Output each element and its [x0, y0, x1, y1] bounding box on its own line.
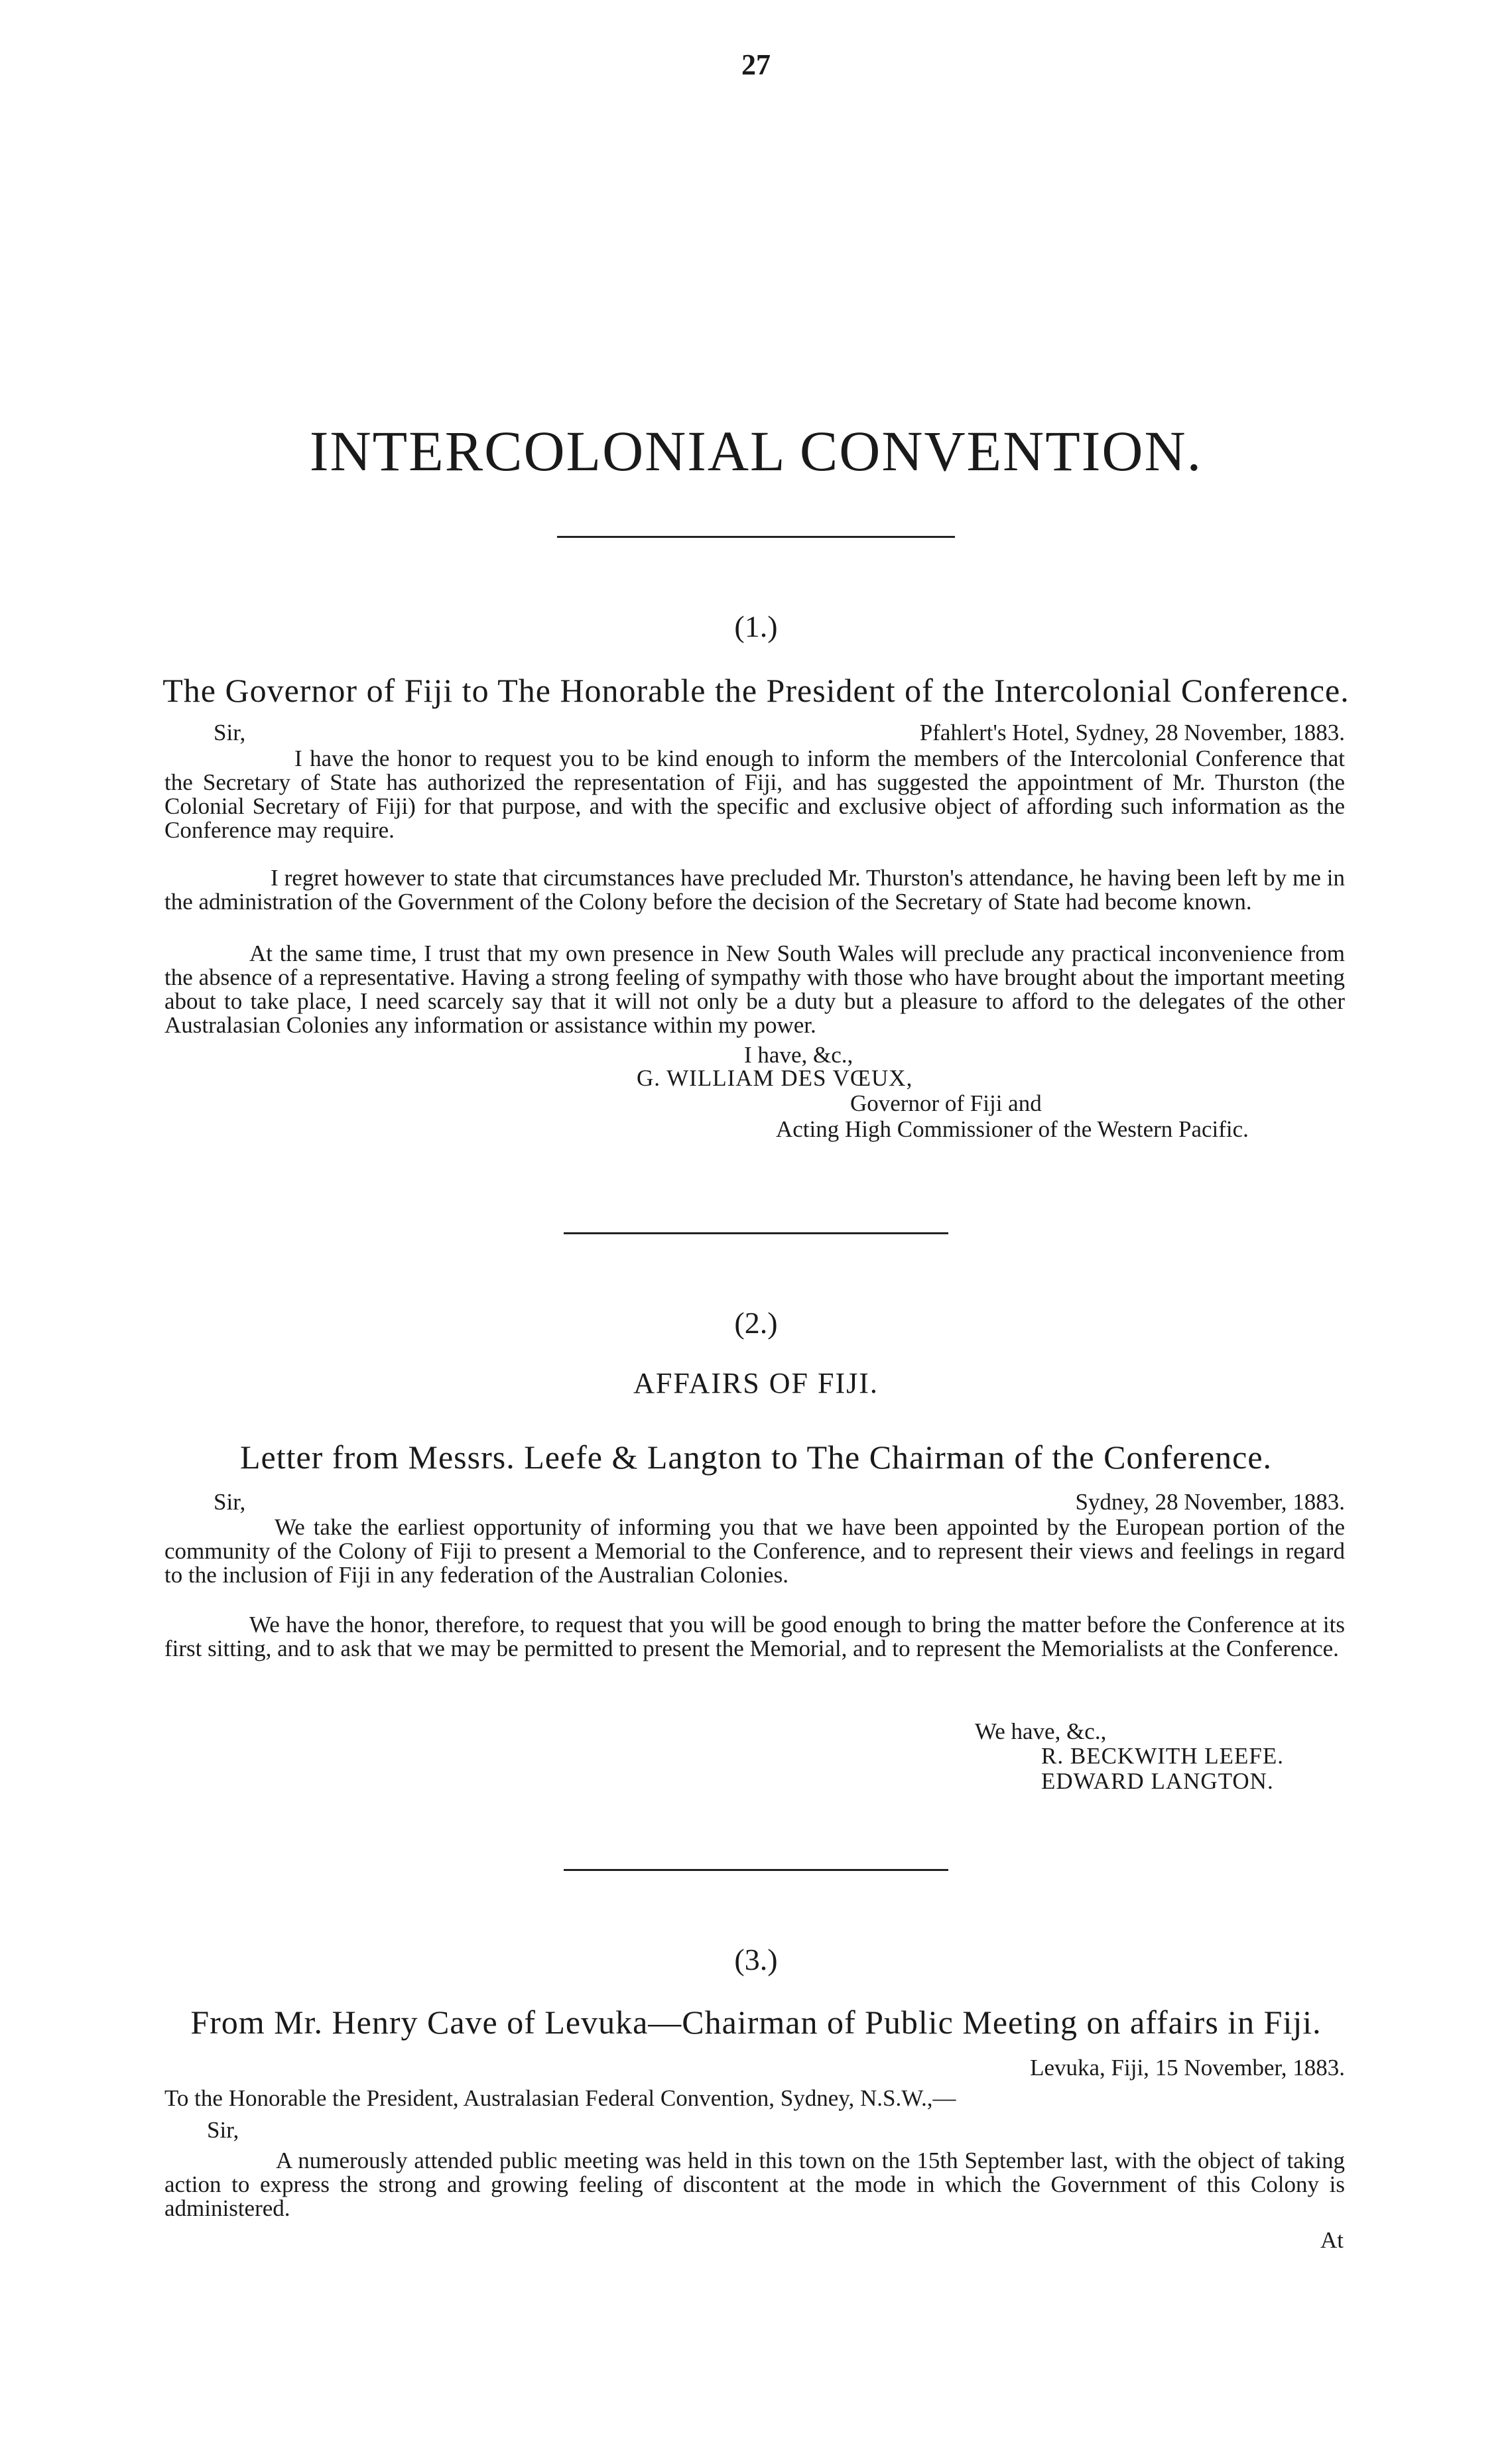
section-heading: Letter from Messrs. Leefe & Langton to The Chairman of the Conference.	[239, 1439, 1273, 1476]
section-heading: From Mr. Henry Cave of Levuka—Chairman of Public Meeting on affairs in Fiji.	[190, 2004, 1322, 2041]
section-number: (1.)	[734, 610, 778, 643]
paragraph: I regret however to state that circumstances have precluded Mr. Thurston's attendance, he having been left by me in the administration of the Government of the Colony before the decision of the Secretary of State had become known.	[164, 865, 1345, 915]
section-subheading: AFFAIRS OF FIJI.	[633, 1367, 879, 1399]
rule-divider	[557, 536, 955, 538]
dateline: Levuka, Fiji, 15 November, 1883.	[1030, 2055, 1345, 2081]
paragraph: We take the earliest opportunity of informing you that we have been appointed by the European portion of the community of the Colony of Fiji to present a Memorial to the Conference, and to represent their views and feelings in regard to the inclusion of Fiji in any federation of the Australian Colonies.	[164, 1514, 1345, 1588]
section-number: (3.)	[734, 1943, 778, 1976]
dateline: Pfahlert's Hotel, Sydney, 28 November, 1883.	[919, 720, 1345, 745]
section-number: (2.)	[734, 1306, 778, 1340]
salutation: Sir,	[214, 720, 246, 745]
signatory: R. BECKWITH LEEFE.	[1041, 1743, 1285, 1769]
closing: I have, &c.,	[744, 1042, 853, 1068]
section-heading: The Governor of Fiji to The Honorable the President of the Intercolonial Conference.	[162, 672, 1350, 709]
paragraph: A numerously attended public meeting was held in this town on the 15th September last, with the object of taking action to express the strong and growing feeling of discontent at the mode in which the Government of this Colony is administered.	[164, 2148, 1345, 2221]
address-line: To the Honorable the President, Australasian Federal Convention, Sydney, N.S.W.,—	[164, 2085, 956, 2111]
salutation: Sir,	[214, 1489, 246, 1515]
signatory: G. WILLIAM DES VŒUX,	[637, 1065, 913, 1091]
page-number: 27	[741, 48, 771, 81]
dateline: Sydney, 28 November, 1883.	[1075, 1489, 1345, 1515]
page-title: INTERCOLONIAL CONVENTION.	[309, 419, 1203, 483]
paragraph: I have the honor to request you to be kind enough to inform the members of the Intercolonial Conference that the Secretary of State has authorized the representation of Fiji, and has suggested the appointment of Mr. Thurston (the Colonial Secretary of Fiji) for that purpose, and with the specific and exclusive object of affording such information as the Conference may require.	[164, 745, 1345, 843]
salutation: Sir,	[207, 2117, 239, 2143]
signatory-title: Governor of Fiji and	[850, 1090, 1042, 1116]
rule-divider	[564, 1232, 948, 1234]
paragraph: At the same time, I trust that my own presence in New South Wales will preclude any practical inconvenience from the absence of a representative. Having a strong feeling of sympathy with those who have brought about the important meeting about to take place, I need scarcely say that it will not only be a duty but a pleasure to afford to the delegates of the other Australasian Colonies any information or assistance within my power.	[164, 940, 1345, 1038]
signatory-title: Acting High Commissioner of the Western Pacific.	[776, 1116, 1249, 1142]
closing: We have, &c.,	[975, 1718, 1107, 1744]
catchword: At	[1320, 2227, 1344, 2253]
signatory: EDWARD LANGTON.	[1041, 1768, 1274, 1794]
paragraph: We have the honor, therefore, to request that you will be good enough to bring the matter before the Conference at its first sitting, and to ask that we may be permitted to present the Memorial, and to represent the Memorialists at the Conference.	[164, 1612, 1345, 1661]
rule-divider	[564, 1869, 948, 1871]
